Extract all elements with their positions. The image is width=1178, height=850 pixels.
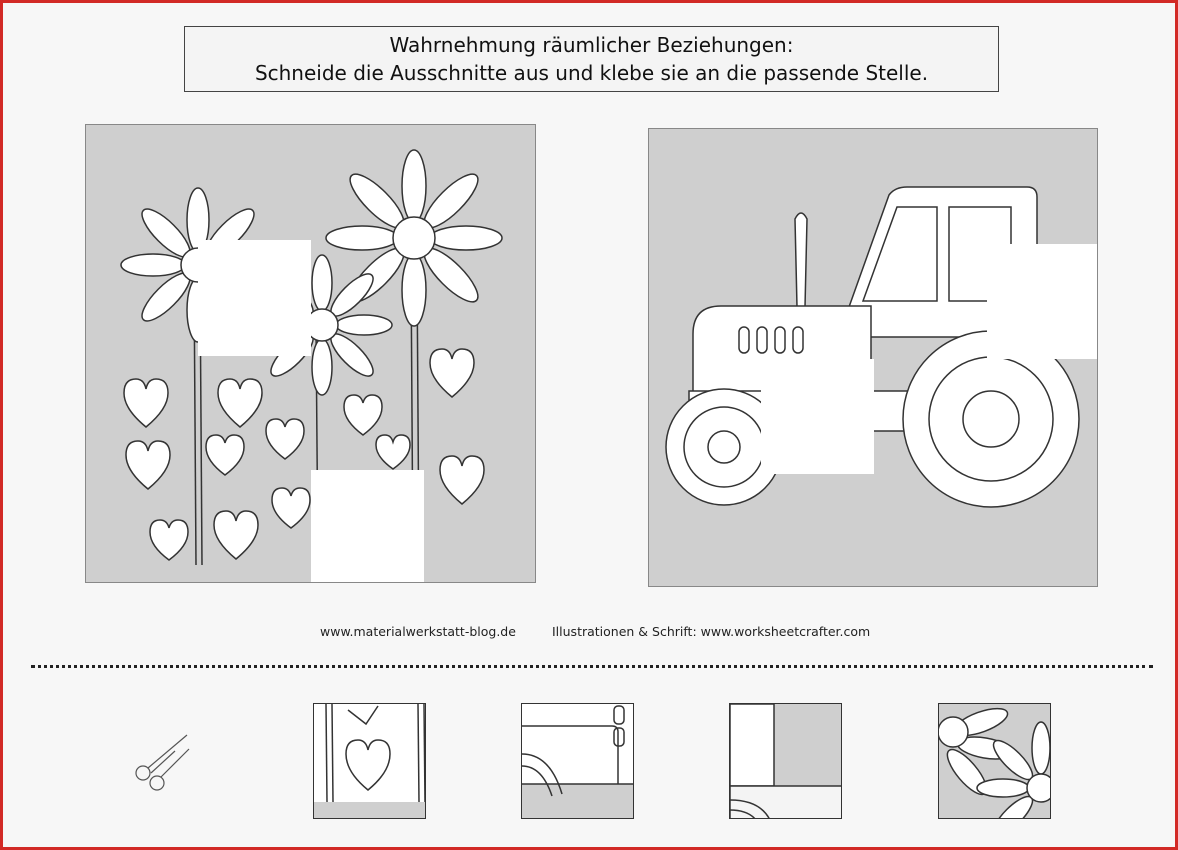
cutout-piece-tractor-cabin[interactable] [729, 703, 842, 819]
dotted-cut-line [31, 665, 1153, 668]
sunflower-picture [85, 124, 536, 583]
scissors-icon [131, 729, 193, 793]
title-line-2: Schneide die Ausschnitte aus und klebe sie an die passende Stelle. [254, 61, 929, 85]
sunflower-piece-drawing [939, 704, 1051, 819]
tractor-cabin-piece-drawing [730, 704, 842, 819]
title-line-1: Wahrnehmung räumlicher Beziehungen: [389, 33, 794, 57]
tractor-drawing [649, 129, 1098, 587]
missing-piece-tractor-1 [987, 244, 1098, 359]
title-box [184, 26, 999, 92]
cutout-piece-heart-leaf[interactable] [313, 703, 426, 819]
cutout-piece-sunflower[interactable] [938, 703, 1051, 819]
tractor-picture [648, 128, 1098, 587]
cutout-piece-tractor-hood[interactable] [521, 703, 634, 819]
credit-website: www.materialwerkstatt-blog.de [320, 624, 516, 639]
heart-leaf-piece-drawing [314, 704, 426, 819]
tractor-hood-piece-drawing [522, 704, 634, 819]
missing-piece-tractor-2 [761, 359, 874, 474]
sunflower-drawing [86, 125, 536, 583]
credit-illustrations: Illustrationen & Schrift: www.worksheetcrafter.com [552, 624, 871, 639]
missing-piece-sunflower-1 [198, 240, 311, 356]
missing-piece-sunflower-2 [311, 470, 424, 583]
